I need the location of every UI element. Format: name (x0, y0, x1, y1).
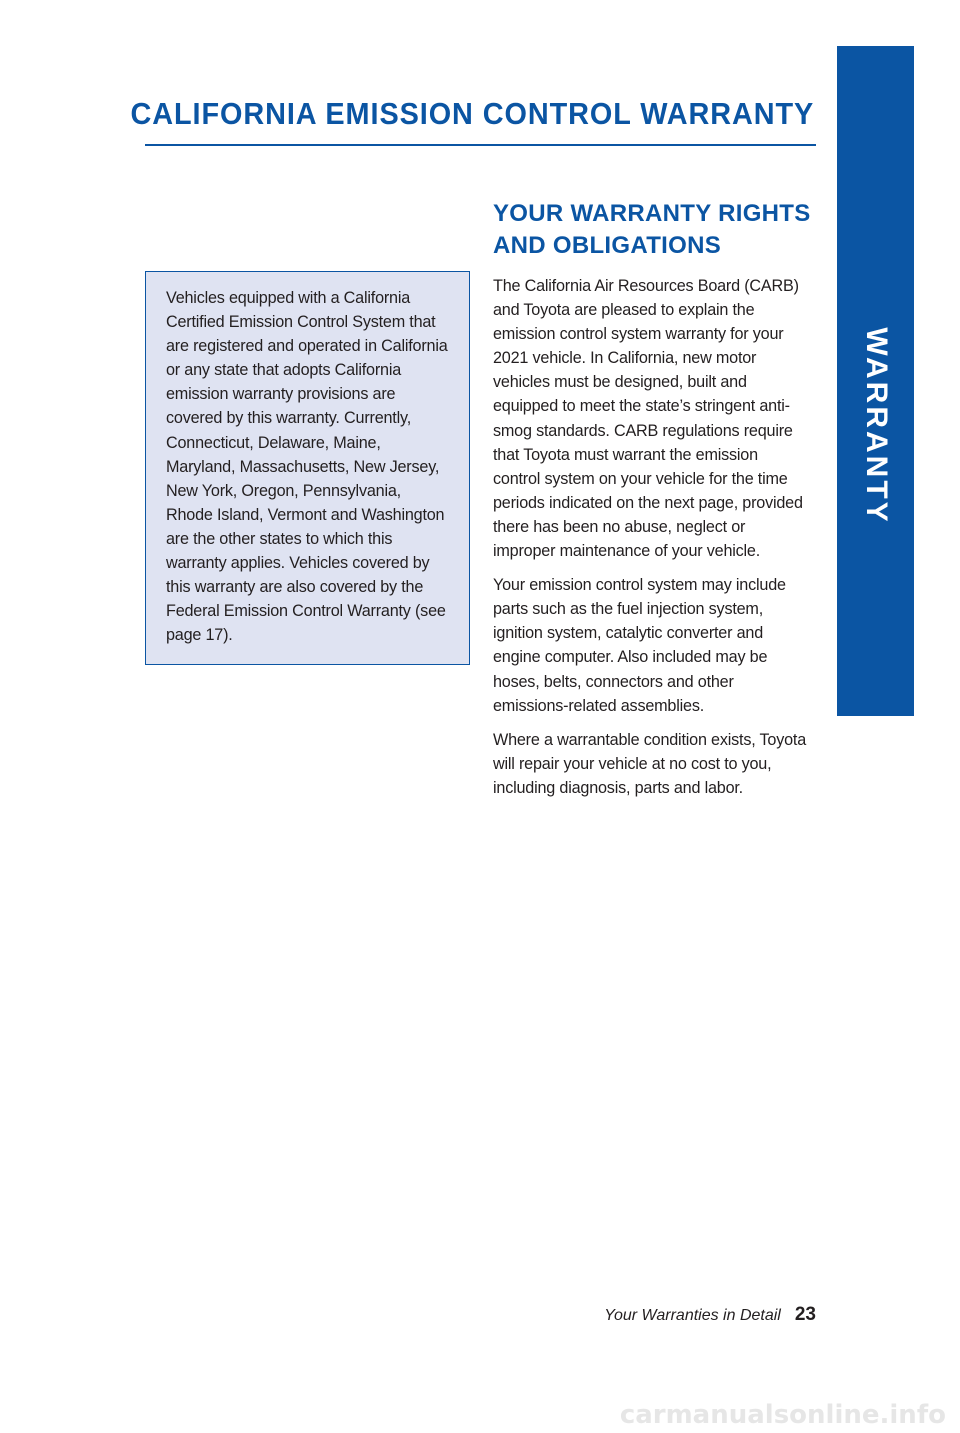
body-paragraph: Your emission control system may include parts such as the fuel injection system, ignition system, catalytic converter and engine computer. Also included may be hoses, belts, connectors and other emissions-related assemblies. (493, 576, 786, 715)
warranty-rights-section (493, 198, 811, 810)
info-box-text: Vehicles equipped with a California Certified Emission Control System that are registered and operated in California or any state that adopts California emission warranty provisions are covered by this warranty. Currently, Connecticut, Delaware, Maine, Maryland, Massachusetts, New Jersey, New York, Oregon, Pennsylvania, Rhode Island, Vermont and Washington are the other states to which this warranty applies. Vehicles covered by this warranty are also covered by the Federal Emission Control Warranty (see page 17). (166, 289, 448, 645)
page-number: 23 (794, 1304, 816, 1325)
section-heading (493, 198, 811, 262)
body-paragraph: Where a warrantable condition exists, Toyota will repair your vehicle at no cost to you, including diagnosis, parts and labor. (493, 730, 807, 797)
side-tab-label: WARRANTY (859, 327, 893, 525)
page-header (130, 92, 816, 146)
page-footer (604, 1304, 816, 1328)
section-heading-line-1: YOUR WARRANTY RIGHTS (493, 200, 811, 227)
footer-label: Your Warranties in Detail (604, 1307, 781, 1324)
body-paragraph: The California Air Resources Board (CARB) and Toyota are pleased to explain the emission control system warranty for your 2021 vehicle. In California, new motor vehicles must be designed, built and equipped to meet the state’s stringent anti-smog standards. CARB regulations require that Toyota must warrant the emission control system on your vehicle for the time periods indicated on the next page, provided there has been no abuse, neglect or improper maintenance of your vehicle. (493, 277, 803, 561)
page-title: CALIFORNIA EMISSION CONTROL WARRANTY (130, 96, 814, 131)
state-coverage-info-box (145, 271, 470, 665)
section-side-tab (837, 46, 914, 716)
site-watermark: carmanualsonline.info (619, 1400, 946, 1430)
section-heading-line-2: AND OBLIGATIONS (493, 232, 722, 259)
